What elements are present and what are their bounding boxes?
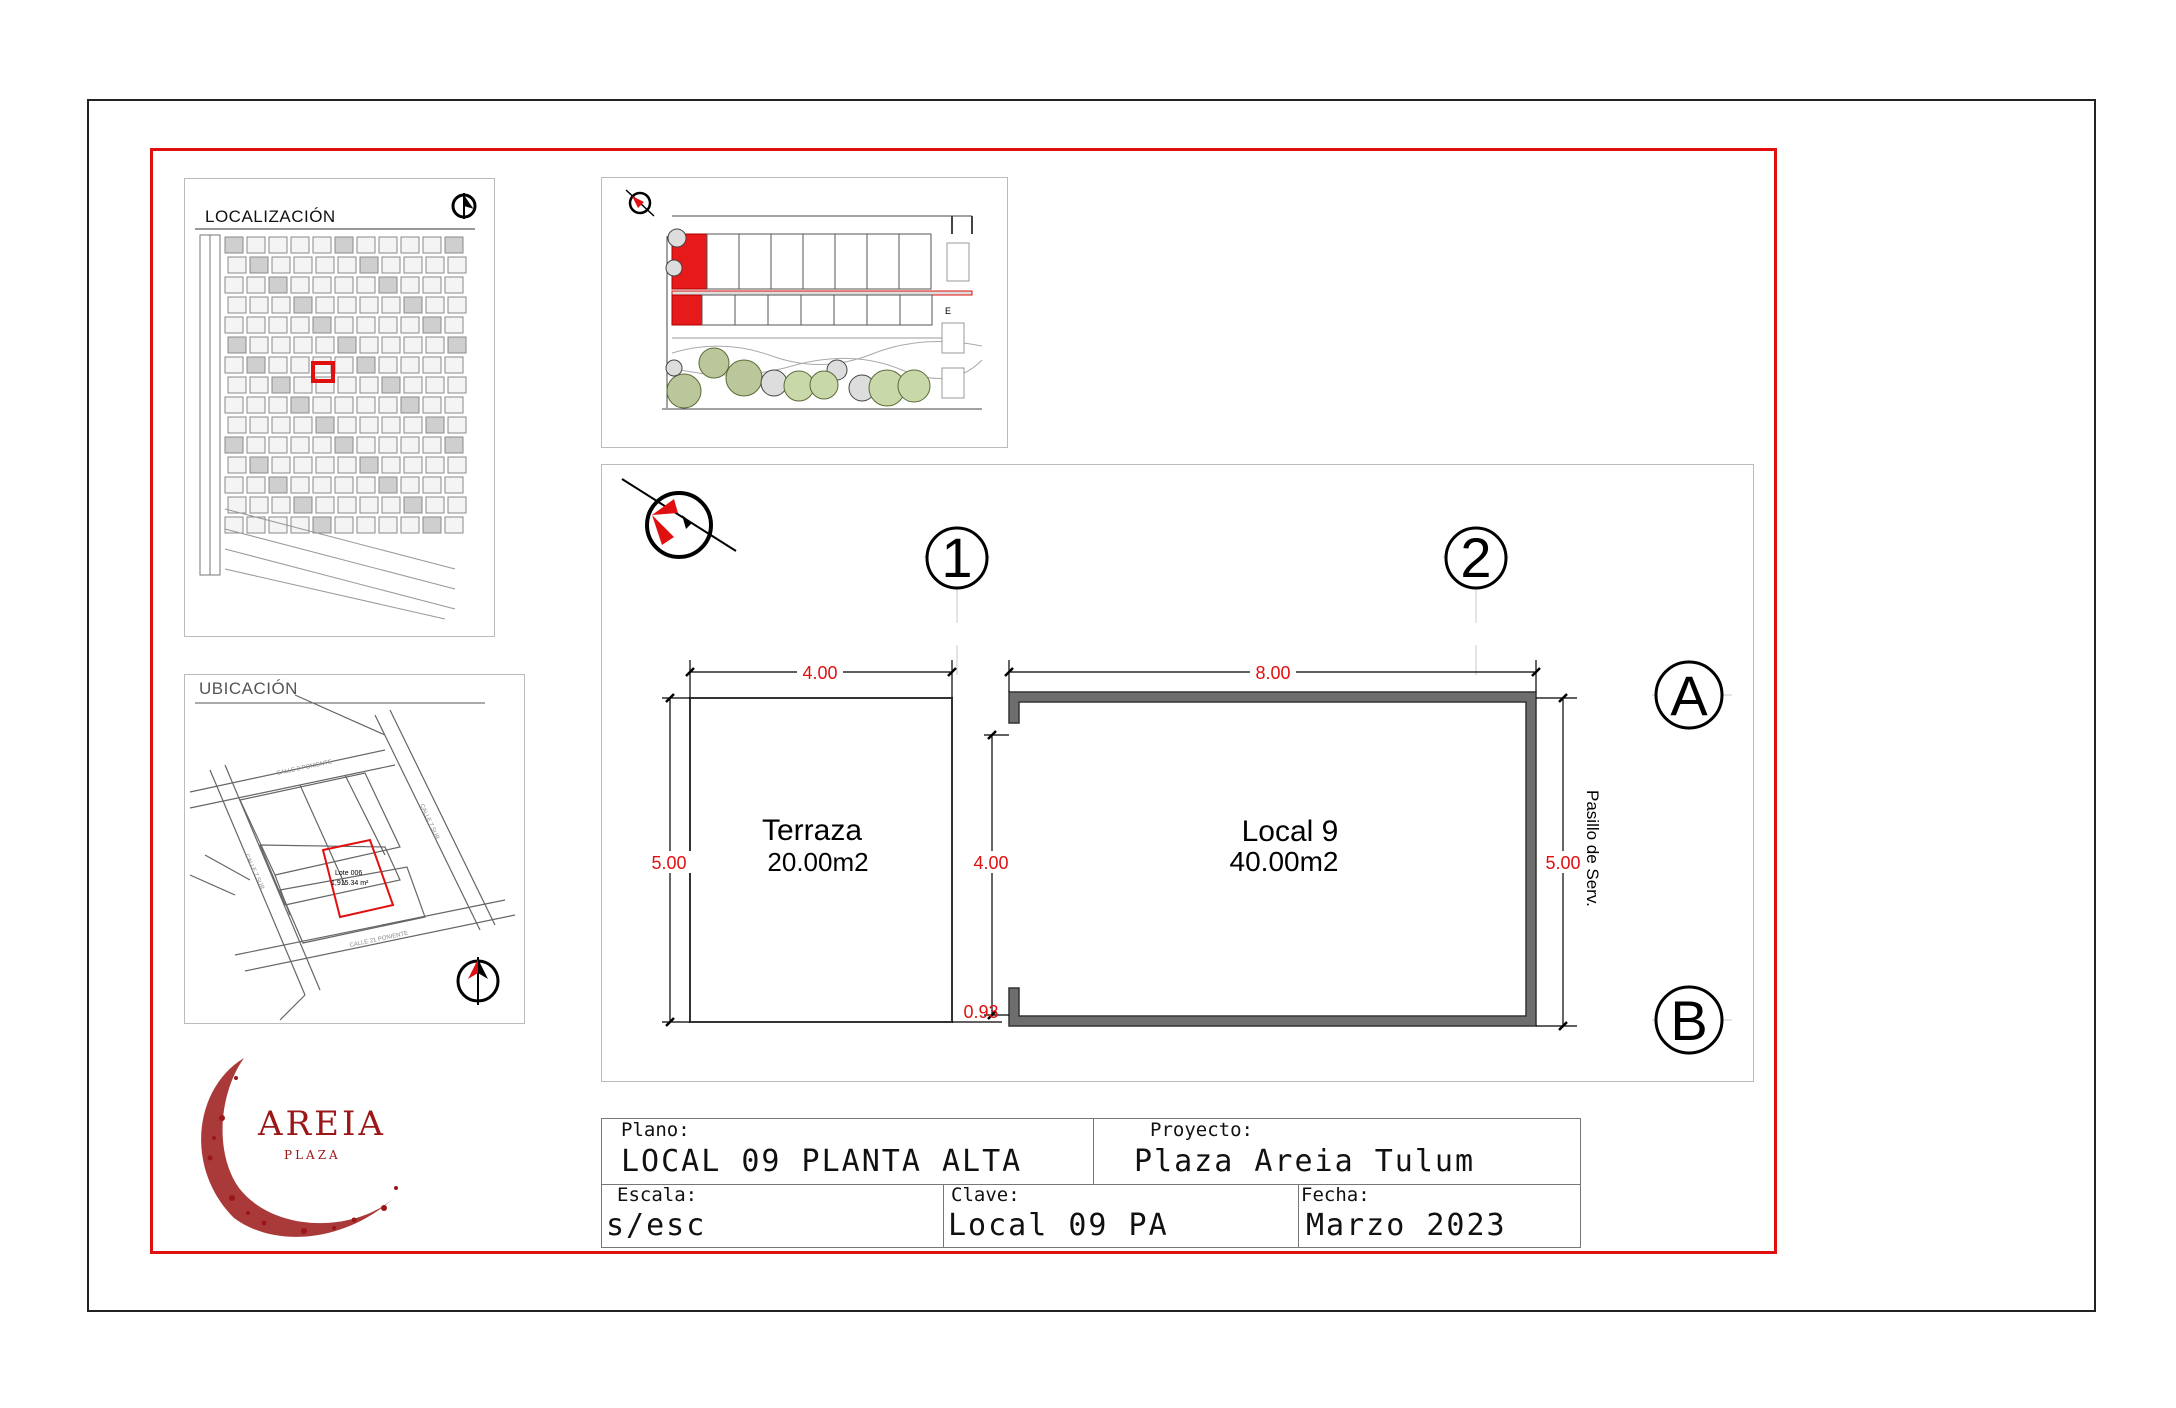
dim-offset: 0.93 [963, 1002, 999, 1022]
local-area: 40.00m2 [1229, 846, 1339, 877]
key-plan-panel [601, 177, 1008, 448]
dim-local-height: 5.00 [1545, 853, 1581, 873]
local-name: Local 9 [1241, 815, 1339, 848]
escala-value: s/esc [606, 1208, 707, 1243]
plano-caption: Plano: [621, 1119, 690, 1141]
areia-logo [184, 1048, 414, 1248]
terraza-area: 20.00m2 [767, 847, 869, 877]
proyecto-caption: Proyecto: [1150, 1119, 1253, 1141]
north-arrow-icon [622, 479, 736, 557]
north-arrow-icon [453, 193, 475, 219]
proyecto-value: Plaza Areia Tulum [1134, 1144, 1476, 1179]
side-note: Pasillo de Serv. [1583, 790, 1602, 907]
dim-terraza-width: 4.00 [802, 663, 838, 683]
localizacion-title: LOCALIZACIÓN [205, 207, 336, 226]
key-plan-marker: E [945, 306, 952, 316]
north-arrow-icon [458, 957, 498, 1005]
lot-label: Lote 006 [335, 870, 363, 877]
clave-caption: Clave: [951, 1184, 1020, 1206]
floor-plan-panel [601, 464, 1754, 1082]
plano-value: LOCAL 09 PLANTA ALTA [621, 1144, 1023, 1179]
lot-area: 1,915.34 m² [331, 880, 369, 887]
terraza-name: Terraza [761, 814, 863, 847]
street-left: CALLE 7 SUR [243, 853, 265, 891]
ubicacion-map [185, 675, 526, 1025]
dim-terraza-height: 5.00 [651, 853, 687, 873]
street-bottom: CALLE 21 PONIENTE [349, 930, 409, 949]
axis-a: A [1670, 664, 1708, 727]
fecha-caption: Fecha: [1301, 1184, 1370, 1206]
localizacion-map [185, 179, 496, 638]
north-arrow-icon [626, 190, 654, 216]
ubicacion-title: UBICACIÓN [199, 679, 298, 698]
street-top: CALLE 2 PONIENTE [276, 759, 333, 777]
axis-2: 2 [1460, 526, 1492, 589]
axis-b: B [1670, 989, 1708, 1052]
street-right: CALLE 7 SUR [418, 803, 440, 841]
logo-sub: PLAZA [284, 1148, 341, 1162]
logo-brand: AREIA [258, 1104, 386, 1144]
axis-1: 1 [941, 526, 973, 589]
ubicacion-panel [184, 674, 525, 1024]
dim-local-width: 8.00 [1255, 663, 1291, 683]
fecha-value: Marzo 2023 [1306, 1208, 1507, 1243]
title-block [601, 1118, 1581, 1248]
localizacion-panel [184, 178, 495, 637]
key-plan [602, 178, 1009, 449]
clave-value: Local 09 PA [948, 1208, 1169, 1243]
escala-caption: Escala: [617, 1184, 698, 1206]
dim-local-inner-height: 4.00 [973, 853, 1009, 873]
